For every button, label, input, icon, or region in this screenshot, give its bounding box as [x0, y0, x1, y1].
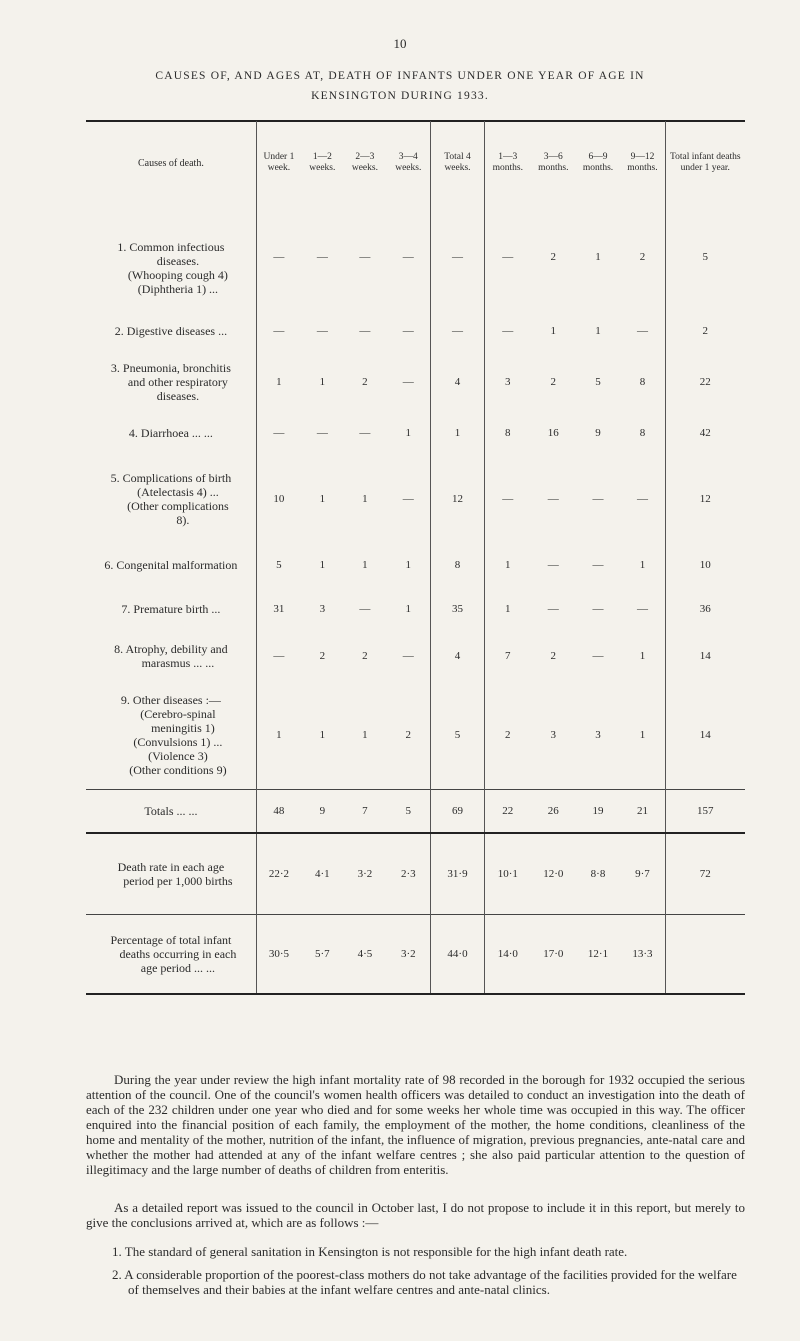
- cell: 17·0: [531, 915, 576, 995]
- cell: 1: [595, 251, 601, 263]
- cell: 21: [620, 790, 665, 834]
- label-line: (Convulsions 1) ...: [133, 735, 223, 749]
- cell: 2: [362, 650, 368, 662]
- cell: 4: [431, 353, 484, 411]
- label-line: Death rate in each age: [117, 860, 225, 874]
- header-2-3-weeks: 2—3 weeks.: [351, 152, 378, 173]
- label-line: (Other conditions 9): [129, 763, 227, 777]
- cell: —: [484, 455, 531, 543]
- cell: 5: [431, 681, 484, 790]
- cell: 5: [665, 205, 745, 309]
- cell: 1: [405, 559, 412, 571]
- cell: 10·1: [484, 833, 531, 915]
- label-line: (Cerebro-spinal: [140, 707, 216, 721]
- death-rate-label: [86, 833, 256, 915]
- cell: —: [359, 427, 371, 439]
- cell: 3: [319, 603, 326, 615]
- cell: 2: [319, 650, 326, 662]
- cell: 9: [595, 427, 601, 439]
- cell: 5: [386, 790, 431, 834]
- cell: —: [359, 603, 371, 615]
- label-line: (Other complications: [127, 499, 229, 513]
- cell: 5: [256, 543, 301, 587]
- header-1-3-months: 1—3 months.: [484, 121, 531, 205]
- label-line: (Whooping cough 4): [127, 268, 228, 282]
- cell: 35: [431, 587, 484, 631]
- mortality-table: [86, 121, 745, 995]
- label-line: 8. Atrophy, debility and: [114, 642, 228, 656]
- cell: 2: [362, 376, 368, 388]
- cell: 3: [550, 729, 557, 741]
- row-label: [86, 455, 256, 543]
- page-number: 10: [393, 36, 407, 51]
- cell: 1: [405, 427, 412, 439]
- row-label: [86, 205, 256, 309]
- cell: —: [256, 631, 301, 681]
- cell: —: [636, 325, 648, 337]
- label-line: 7. Premature birth ...: [121, 602, 221, 616]
- conclusions-list: [86, 1244, 745, 1305]
- cell: 1: [362, 493, 368, 505]
- cell: 2: [484, 681, 531, 790]
- cell: 14: [665, 631, 745, 681]
- cell: 9·7: [620, 833, 665, 915]
- cell: 4·5: [344, 915, 387, 995]
- cell: 1: [319, 559, 326, 571]
- cell: 7: [344, 790, 387, 834]
- cell: —: [592, 650, 604, 662]
- cell: —: [431, 309, 484, 353]
- header-total-4-weeks: Total 4 weeks.: [431, 121, 484, 205]
- cell: —: [359, 325, 371, 337]
- cell: —: [592, 493, 604, 505]
- label-line: diseases.: [156, 254, 200, 268]
- cell: —: [316, 251, 328, 263]
- cell: 2: [550, 376, 557, 388]
- cell: 12·1: [576, 915, 621, 995]
- cell: 8: [639, 427, 646, 439]
- label-line: meningitis 1): [151, 721, 215, 735]
- row-label: [86, 543, 256, 587]
- cell: 72: [665, 833, 745, 915]
- cell: 10: [665, 543, 745, 587]
- row-label: [86, 631, 256, 681]
- header-3-6-months: 3—6 months.: [538, 152, 569, 173]
- cell: 3: [484, 353, 531, 411]
- cell: 31·9: [431, 833, 484, 915]
- label-line: 3. Pneumonia, bronchitis: [110, 361, 231, 375]
- label-line: (Violence 3): [148, 749, 208, 763]
- cell: 48: [256, 790, 301, 834]
- cell: —: [592, 603, 604, 615]
- label-line: 5. Complications of birth: [110, 471, 232, 485]
- cell: 157: [665, 790, 745, 834]
- cell: 36: [665, 587, 745, 631]
- cell: 44·0: [431, 915, 484, 995]
- cell: —: [547, 493, 559, 505]
- cell: 1: [484, 543, 531, 587]
- cell: 22: [484, 790, 531, 834]
- conclusion-item: 2. A considerable proportion of the poorest-class mothers do not take advantage of the facilities provided for the welfare of themselves and their babies at the infant welfare centres and ante-natal clinics.: [112, 1267, 737, 1297]
- cell: 22·2: [256, 833, 301, 915]
- cell: 2·3: [386, 833, 431, 915]
- body-paragraph-2: [86, 1200, 745, 1230]
- label-line: (Atelectasis 4) ...: [137, 485, 219, 499]
- percentage-row: [86, 915, 745, 995]
- cell: —: [402, 376, 414, 388]
- cell: 7: [484, 631, 531, 681]
- row-label: [86, 587, 256, 631]
- cell: 9: [301, 790, 344, 834]
- percentage-label: [86, 915, 256, 995]
- cell: 5: [595, 376, 601, 388]
- cell: 1: [595, 325, 601, 337]
- table-row: [86, 205, 745, 309]
- cell: 30·5: [256, 915, 301, 995]
- cell: —: [402, 493, 414, 505]
- label-line: 2. Digestive diseases ...: [114, 324, 228, 338]
- conclusion-item: 1. The standard of general sanitation in Kensington is not responsible for the high infant death rate.: [112, 1244, 628, 1259]
- totals-row: [86, 790, 745, 834]
- cell: 1: [484, 587, 531, 631]
- table-row: [86, 631, 745, 681]
- label-line: 8).: [176, 513, 190, 527]
- cell: —: [592, 559, 604, 571]
- header-row: [86, 121, 745, 205]
- table-row: [86, 587, 745, 631]
- cell: 1: [319, 729, 326, 741]
- cell: 42: [665, 411, 745, 455]
- header-total-year: Total infant deaths under 1 year.: [665, 121, 745, 205]
- totals-label: Totals ... ...: [86, 790, 256, 834]
- cell: —: [547, 559, 559, 571]
- cell: 1: [639, 650, 646, 662]
- cell: 3: [595, 729, 601, 741]
- label-line: (Diphtheria 1) ...: [137, 282, 219, 296]
- row-label: [86, 681, 256, 790]
- cell: 31: [256, 587, 301, 631]
- cell: 8·8: [576, 833, 621, 915]
- cell: —: [431, 205, 484, 309]
- table-title: [90, 66, 710, 106]
- cell: —: [316, 427, 328, 439]
- death-rate-row: [86, 833, 745, 915]
- table-row: [86, 681, 745, 790]
- table-row: [86, 455, 745, 543]
- cell: 1: [256, 681, 301, 790]
- cell: 8: [639, 376, 646, 388]
- label-line: Percentage of total infant: [110, 933, 232, 947]
- cell: 1: [431, 411, 484, 455]
- title-line-1: CAUSES OF, AND AGES AT, DEATH OF INFANTS UNDER ONE YEAR OF AGE IN: [155, 70, 645, 82]
- label-line: period per 1,000 births: [123, 874, 233, 888]
- cell: 12: [665, 455, 745, 543]
- label-line: 4. Diarrhoea ... ...: [128, 426, 213, 440]
- label-line: diseases.: [156, 389, 200, 403]
- label-line: age period ... ...: [140, 961, 216, 975]
- cell: 13·3: [620, 915, 665, 995]
- table-row: [86, 543, 745, 587]
- label-line: 9. Other diseases :—: [120, 693, 221, 707]
- cell: 1: [639, 559, 646, 571]
- cell: 5·7: [301, 915, 344, 995]
- cell: 12: [431, 455, 484, 543]
- cell: [665, 915, 745, 995]
- cell: 1: [362, 729, 368, 741]
- cell: —: [359, 251, 371, 263]
- cell: —: [547, 603, 559, 615]
- header-3-4-weeks: 3—4 weeks.: [395, 152, 422, 173]
- cell: 2: [665, 309, 745, 353]
- cell: —: [484, 205, 531, 309]
- cell: 2: [550, 251, 557, 263]
- cell: 8: [431, 543, 484, 587]
- paragraph-text: During the year under review the high infant mortality rate of 98 recorded in the borough for 1932 occupied the serious attention of the council. One of the council's women health officers was detailed to conduct an investigation into the death of each of the 232 children under one year who died and for some weeks her whole time was occupied in this way. The officer enquired into the financial position of each family, the employment of the mother, the home conditions, cleanliness of the home and mentality of the mother, nutrition of the infant, the influence of migration, previous pregnancies, ante-natal care and whether the mother had attended at any of the infant welfare centres ; she also paid particular attention to the question of illegitimacy and the large number of deaths of children from enteritis.: [86, 1072, 745, 1177]
- cell: 26: [531, 790, 576, 834]
- cell: 1: [256, 353, 301, 411]
- header-under-1-week: Under 1 week.: [256, 121, 301, 205]
- label-line: and other respiratory: [127, 375, 228, 389]
- cell: 14: [665, 681, 745, 790]
- cell: —: [636, 603, 648, 615]
- cell: —: [484, 309, 531, 353]
- cell: 3·2: [386, 915, 431, 995]
- cell: 1: [319, 376, 326, 388]
- cell: 22: [665, 353, 745, 411]
- cell: 2: [639, 251, 646, 263]
- body-paragraph-1: [86, 1072, 745, 1177]
- cell: 3·2: [344, 833, 387, 915]
- table-row: [86, 309, 745, 353]
- paragraph-text: As a detailed report was issued to the council in October last, I do not propose to include it in this report, but merely to give the conclusions arrived at, which are as follows :—: [86, 1200, 745, 1230]
- cell: 1: [639, 729, 646, 741]
- label-line: 1. Common infectious: [117, 240, 225, 254]
- header-cause: Causes of death.: [138, 157, 204, 169]
- cell: 16: [547, 427, 559, 439]
- cell: —: [636, 493, 648, 505]
- cell: 69: [431, 790, 484, 834]
- cell: 19: [576, 790, 621, 834]
- cell: 1: [362, 559, 368, 571]
- label-line: deaths occurring in each: [119, 947, 237, 961]
- header-1-2-weeks: 1—2 weeks.: [309, 152, 336, 173]
- label-line: marasmus ... ...: [141, 656, 215, 670]
- cell: 2: [405, 729, 412, 741]
- cell: 2: [550, 650, 557, 662]
- cell: —: [402, 251, 414, 263]
- cell: 8: [484, 411, 531, 455]
- cell: 12·0: [531, 833, 576, 915]
- cell: —: [256, 411, 301, 455]
- row-label: [86, 411, 256, 455]
- cell: —: [256, 205, 301, 309]
- cell: 1: [550, 325, 557, 337]
- title-line-2: KENSINGTON DURING 1933.: [311, 90, 489, 102]
- table-row: [86, 353, 745, 411]
- cell: —: [256, 309, 301, 353]
- cell: —: [402, 325, 414, 337]
- row-label: [86, 353, 256, 411]
- table-row: [86, 411, 745, 455]
- row-label: [86, 309, 256, 353]
- header-6-9-months: 6—9 months.: [582, 152, 614, 173]
- label-line: 6. Congenital malformation: [104, 558, 238, 572]
- cell: 4·1: [301, 833, 344, 915]
- cell: 14·0: [484, 915, 531, 995]
- cell: 1: [319, 493, 326, 505]
- cell: 4: [431, 631, 484, 681]
- cell: —: [316, 325, 328, 337]
- cell: 10: [256, 455, 301, 543]
- cell: —: [402, 650, 414, 662]
- header-9-12-months: 9—12 months.: [627, 152, 658, 173]
- cell: 1: [405, 603, 412, 615]
